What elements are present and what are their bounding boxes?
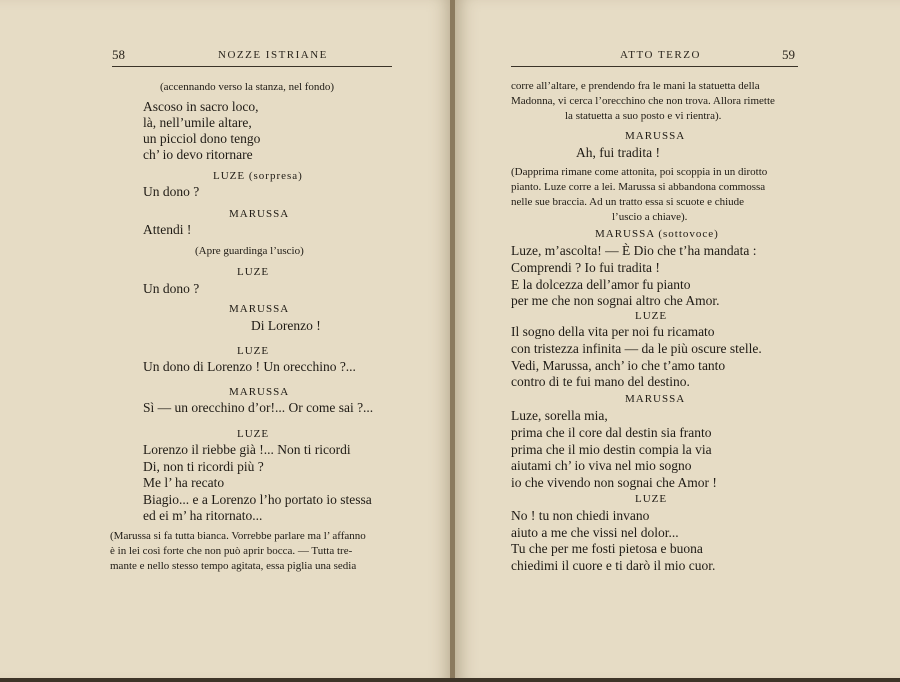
verse-line: Un dono di Lorenzo ! Un orecchino ?... [143, 359, 356, 374]
speaker-name: MARUSSA [625, 130, 686, 142]
verse-line: Ah, fui tradita ! [576, 145, 660, 160]
page-number-right: 59 [782, 47, 795, 62]
verse-line: Luze, m’ascolta! — È Dio che t’ha mandata : [511, 243, 757, 258]
speaker-name: MARUSSA [229, 208, 290, 220]
verse-line: Ascoso in sacro loco, [143, 99, 259, 114]
header-rule-right [511, 66, 798, 67]
speaker-name: LUZE [237, 428, 270, 440]
speaker-name: MARUSSA [229, 386, 290, 398]
verse-line: ch’ io devo ritornare [143, 147, 253, 162]
speaker-name: LUZE [635, 493, 668, 505]
verse-line: là, nell’umile altare, [143, 115, 252, 130]
stage-direction: (Dapprima rimane come attonita, poi scoppia in un dirotto [511, 166, 768, 178]
speaker-name: LUZE [635, 310, 668, 322]
verse-line: io che vivendo non sognai che Amor ! [511, 475, 717, 490]
verse-line: Lorenzo il riebbe già !... Non ti ricordi [143, 442, 351, 457]
verse-line: Attendi ! [143, 222, 192, 237]
page-number-left: 58 [112, 47, 125, 62]
verse-line: con tristezza infinita — da le più oscure stelle. [511, 341, 762, 356]
verse-line: prima che il mio destin compia la via [511, 442, 712, 457]
verse-line: ed ei m’ ha ritornato... [143, 508, 263, 523]
speaker-name: MARUSSA (sottovoce) [595, 228, 719, 240]
stage-direction: nelle sue braccia. Ad un tratto essa si scuote e chiude [511, 196, 745, 208]
verse-line: Me l’ ha recato [143, 475, 225, 490]
running-head-right: ATTO TERZO [620, 49, 701, 61]
stage-direction: è in lei così forte che non può aprir bocca. — Tutta tre- [110, 545, 353, 557]
verse-line: Di Lorenzo ! [251, 318, 321, 333]
book-bottom-edge [0, 678, 900, 682]
stage-direction: mante e nello stesso tempo agitata, essa piglia una sedia [110, 560, 357, 572]
verse-line: prima che il core dal destin sia franto [511, 425, 712, 440]
speaker-name: LUZE [237, 266, 270, 278]
stage-direction: l’uscio a chiave). [612, 211, 688, 223]
stage-direction: pianto. Luze corre a lei. Marussa si abbandona commossa [511, 181, 766, 193]
stage-direction: la statuetta a suo posto e vi rientra). [565, 110, 722, 122]
stage-direction: Madonna, vi cerca l’orecchino che non trova. Allora rimette [511, 95, 775, 107]
verse-line: chiedimi il cuore e ti darò il mio cuor. [511, 558, 716, 573]
verse-line: Un dono ? [143, 281, 200, 296]
speaker-name: MARUSSA [229, 303, 290, 315]
right-page [455, 0, 900, 682]
verse-line: Comprendi ? Io fui tradita ! [511, 260, 660, 275]
verse-line: contro di te fui mano del destino. [511, 374, 690, 389]
speaker-name: LUZE (sorpresa) [213, 170, 303, 182]
verse-line: per me che non sognai altro che Amor. [511, 293, 720, 308]
verse-line: E la dolcezza dell’amor fu pianto [511, 277, 691, 292]
verse-line: No ! tu non chiedi invano [511, 508, 650, 523]
stage-direction: (Apre guardinga l’uscio) [195, 245, 304, 257]
verse-line: Di, non ti ricordi più ? [143, 459, 264, 474]
verse-line: un picciol dono tengo [143, 131, 261, 146]
stage-direction: (accennando verso la stanza, nel fondo) [160, 81, 335, 93]
stage-direction: (Marussa si fa tutta bianca. Vorrebbe parlare ma l’ affanno [110, 530, 366, 542]
verse-line: Sì — un orecchino d’or!... Or come sai ?... [143, 400, 374, 415]
running-head-left: NOZZE ISTRIANE [218, 49, 328, 61]
header-rule-left [112, 66, 392, 67]
verse-line: aiuto a me che vissi nel dolor... [511, 525, 679, 540]
verse-line: Tu che per me fosti pietosa e buona [511, 541, 703, 556]
verse-line: Luze, sorella mia, [511, 408, 608, 423]
verse-line: Un dono ? [143, 184, 200, 199]
verse-line: aiutami ch’ io viva nel mio sogno [511, 458, 692, 473]
verse-line: Biagio... e a Lorenzo l’ho portato io stessa [143, 492, 372, 507]
verse-line: Il sogno della vita per noi fu ricamato [511, 324, 715, 339]
speaker-name: LUZE [237, 345, 270, 357]
stage-direction: corre all’altare, e prendendo fra le mani la statuetta della [511, 80, 760, 92]
verse-line: Vedi, Marussa, anch’ io che t’amo tanto [511, 358, 726, 373]
speaker-name: MARUSSA [625, 393, 686, 405]
